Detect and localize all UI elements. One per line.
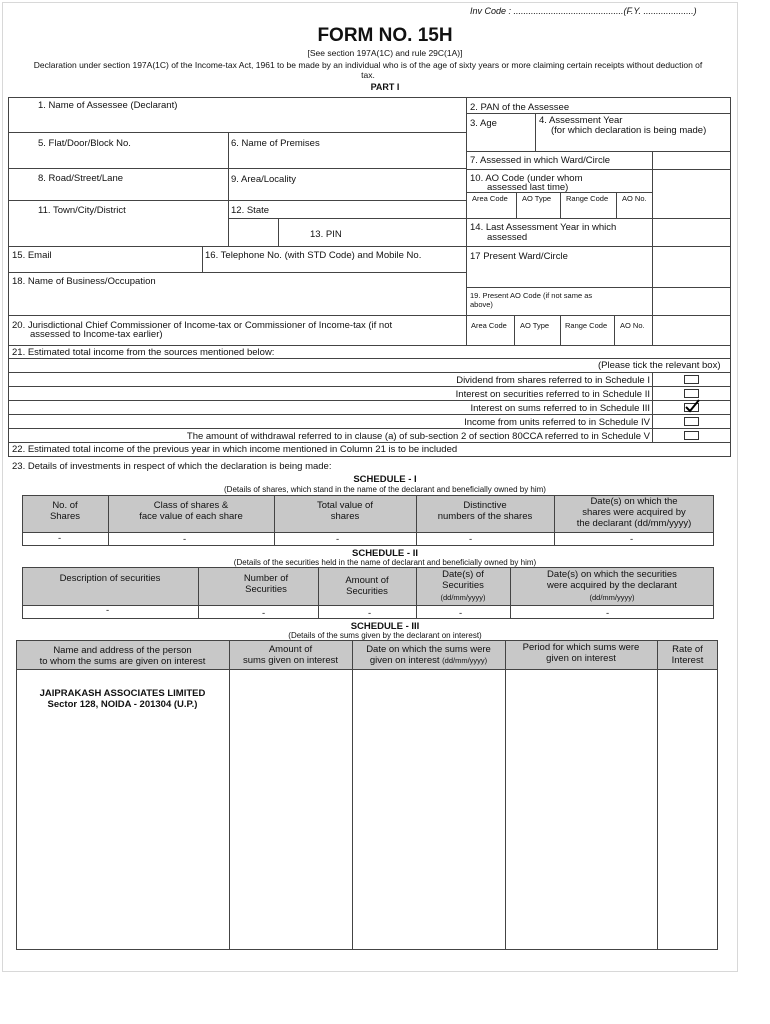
- payee-address: Sector 128, NOIDA - 201304 (U.P.): [47, 699, 198, 710]
- s1-col2-h: Class of shares &: [153, 500, 229, 511]
- s2-col5-h3: (dd/mm/yyyy): [589, 593, 635, 602]
- ao-no-label-2: AO No.: [620, 321, 645, 330]
- checkbox-schedule-4[interactable]: [684, 417, 699, 426]
- s2-cell4: -: [459, 608, 463, 619]
- s1-cell5: -: [630, 534, 634, 545]
- s2-col3-h: Amount of: [345, 575, 389, 586]
- last-assessment-year-label-2: assessed: [487, 232, 528, 243]
- source-withdrawal-label: The amount of withdrawal referred to in clause (a) of sub-section 2 of section 80CCA referred to in Schedule V: [186, 431, 650, 442]
- source-securities-label: Interest on securities referred to in Schedule II: [455, 389, 650, 400]
- state-label: 12. State: [231, 205, 270, 216]
- flat-door-label: 5. Flat/Door/Block No.: [38, 138, 131, 149]
- name-of-premises-label: 6. Name of Premises: [231, 138, 320, 149]
- s3-col1-h2: to whom the sums are given on interest: [39, 656, 206, 667]
- s2-cell1: -: [106, 605, 110, 616]
- s2-col3-h2: Securities: [346, 586, 388, 597]
- s2-col5-h2: were acquired by the declarant: [547, 580, 677, 591]
- checkbox-schedule-5[interactable]: [684, 431, 699, 440]
- assessment-year-note: (for which declaration is being made): [551, 125, 707, 136]
- s1-col5-h3: the declarant (dd/mm/yyyy): [576, 518, 692, 529]
- s2-cell5: -: [606, 608, 610, 619]
- schedule2-title: SCHEDULE - II: [352, 548, 418, 559]
- email-label: 15. Email: [12, 250, 52, 261]
- last-assessment-year-label: 14. Last Assessment Year in which: [470, 222, 617, 233]
- checkbox-schedule-3[interactable]: [684, 403, 699, 412]
- assessment-year-label: 4. Assessment Year: [539, 115, 623, 126]
- s2-cell2: -: [262, 608, 266, 619]
- present-ward-label: 17 Present Ward/Circle: [470, 251, 568, 262]
- schedule2-note: (Details of the securities held in the name of declarant and beneficially owned by him): [233, 558, 537, 567]
- estimated-income-label: 21. Estimated total income from the sources mentioned below:: [12, 347, 275, 358]
- checkmark-icon: [684, 399, 702, 413]
- s3-col1-h: Name and address of the person: [53, 645, 192, 656]
- ao-no-label: AO No.: [622, 194, 647, 203]
- s1-cell2: -: [183, 534, 187, 545]
- investment-details-label: 23. Details of investments in respect of which the declaration is being made:: [12, 461, 332, 472]
- s3-col5-h: Rate of: [672, 644, 703, 655]
- telephone-label: 16. Telephone No. (with STD Code) and Mobile No.: [205, 250, 422, 261]
- s2-col5-h: Date(s) on which the securities: [547, 569, 677, 580]
- checkbox-schedule-2[interactable]: [684, 389, 699, 398]
- part-label: PART I: [370, 82, 400, 92]
- tick-note: (Please tick the relevant box): [598, 360, 721, 371]
- s1-col5-h: Date(s) on which the: [590, 496, 678, 507]
- present-ao-code-label: 19. Present AO Code (if not same as: [470, 291, 593, 300]
- s3-col2-h2: sums given on interest: [242, 655, 339, 666]
- source-units-label: Income from units referred to in Schedule IV: [464, 417, 650, 428]
- range-code-label-2: Range Code: [565, 321, 608, 330]
- s1-col1-h: No. of: [52, 500, 78, 511]
- ao-type-label-2: AO Type: [520, 321, 550, 330]
- name-of-assessee-label: 1. Name of Assessee (Declarant): [38, 100, 178, 111]
- range-code-label: Range Code: [566, 194, 609, 203]
- age-label: 3. Age: [470, 118, 497, 129]
- s3-col4-h: Period for which sums were: [522, 642, 640, 653]
- pan-label: 2. PAN of the Assessee: [470, 102, 570, 113]
- previous-year-income-label: 22. Estimated total income of the previous year in which income mentioned in Column 21 is to be included: [12, 444, 458, 455]
- pin-label: 13. PIN: [310, 229, 342, 240]
- s1-col2-h2: face value of each share: [139, 511, 243, 522]
- s1-cell1: -: [58, 533, 62, 544]
- s1-col3-h: Total value of: [317, 500, 373, 511]
- inv-code: Inv Code : ............................................(F.Y. ....................): [470, 6, 697, 16]
- s2-col1-h: Description of securities: [59, 573, 161, 584]
- s1-col5-h2: shares were acquired by: [582, 507, 686, 518]
- source-dividend-label: Dividend from shares referred to in Schedule I: [456, 375, 650, 386]
- s3-col3-h2-text: given on interest: [369, 655, 440, 666]
- business-occupation-label: 18. Name of Business/Occupation: [12, 276, 156, 287]
- jurisdictional-commissioner-label: 20. Jurisdictional Chief Commissioner of Income-tax or Commissioner of Income-tax (if not: [12, 320, 393, 331]
- form-subtitle: [See section 197A(1C) and rule 29C(1A)]: [307, 48, 463, 58]
- s1-col4-h: Distinctive: [463, 500, 507, 511]
- jurisdictional-commissioner-label-2: assessed to Income-tax earlier): [30, 329, 163, 340]
- ao-type-label: AO Type: [522, 194, 552, 203]
- assessed-ward-label: 7. Assessed in which Ward/Circle: [470, 155, 611, 166]
- area-locality-label: 9. Area/Locality: [231, 174, 296, 185]
- s1-col1-h2: Shares: [49, 511, 81, 522]
- schedule3-note: (Details of the sums given by the declarant on interest): [288, 631, 482, 640]
- area-code-label-2: Area Code: [471, 321, 507, 330]
- s2-col4-h2: Securities: [442, 580, 484, 591]
- road-street-label: 8. Road/Street/Lane: [38, 173, 124, 184]
- s3-col5-h2: Interest: [671, 655, 704, 666]
- s2-col4-h3: (dd/mm/yyyy): [440, 593, 486, 602]
- source-sums-label: Interest on sums referred to in Schedule III: [470, 403, 650, 414]
- s2-col4-h: Date(s) of: [442, 569, 484, 580]
- schedule3-title: SCHEDULE - III: [350, 621, 420, 632]
- declaration-text: Declaration under section 197A(1C) of the Income-tax Act, 1961 to be made by an individual who is of the age of sixty years or more claiming certain receipts without deduction of tax.: [33, 60, 703, 80]
- s3-col3-h3: (dd/mm/yyyy): [442, 656, 488, 665]
- ao-code-label-2: assessed last time): [487, 182, 569, 193]
- s2-col2-h2: Securities: [245, 584, 287, 595]
- present-ao-code-label-2: above): [470, 300, 493, 309]
- s1-cell3: -: [336, 534, 340, 545]
- s3-col3-h2: [352, 655, 505, 666]
- s1-cell4: -: [469, 534, 473, 545]
- s3-col3-h: Date on which the sums were: [366, 644, 491, 655]
- s2-cell3: -: [368, 608, 372, 619]
- ao-code-label: 10. AO Code (under whom: [470, 173, 583, 184]
- schedule1-title: SCHEDULE - I: [353, 474, 417, 485]
- form-title: FORM NO. 15H: [317, 25, 453, 46]
- s1-col3-h2: shares: [330, 511, 360, 522]
- s2-col2-h: Number of: [243, 573, 289, 584]
- schedule1-row: [22, 533, 714, 546]
- town-city-label: 11. Town/City/District: [38, 205, 126, 216]
- checkbox-schedule-1[interactable]: [684, 375, 699, 384]
- s3-col4-h2: given on interest: [546, 653, 616, 664]
- s3-col2-h: Amount of: [268, 644, 313, 655]
- payee-company-name: JAIPRAKASH ASSOCIATES LIMITED: [39, 688, 206, 699]
- area-code-label: Area Code: [472, 194, 508, 203]
- schedule1-note: (Details of shares, which stand in the name of the declarant and beneficially owned by him): [224, 485, 546, 494]
- s1-col4-h2: numbers of the shares: [437, 511, 533, 522]
- schedule3-body: [16, 670, 718, 950]
